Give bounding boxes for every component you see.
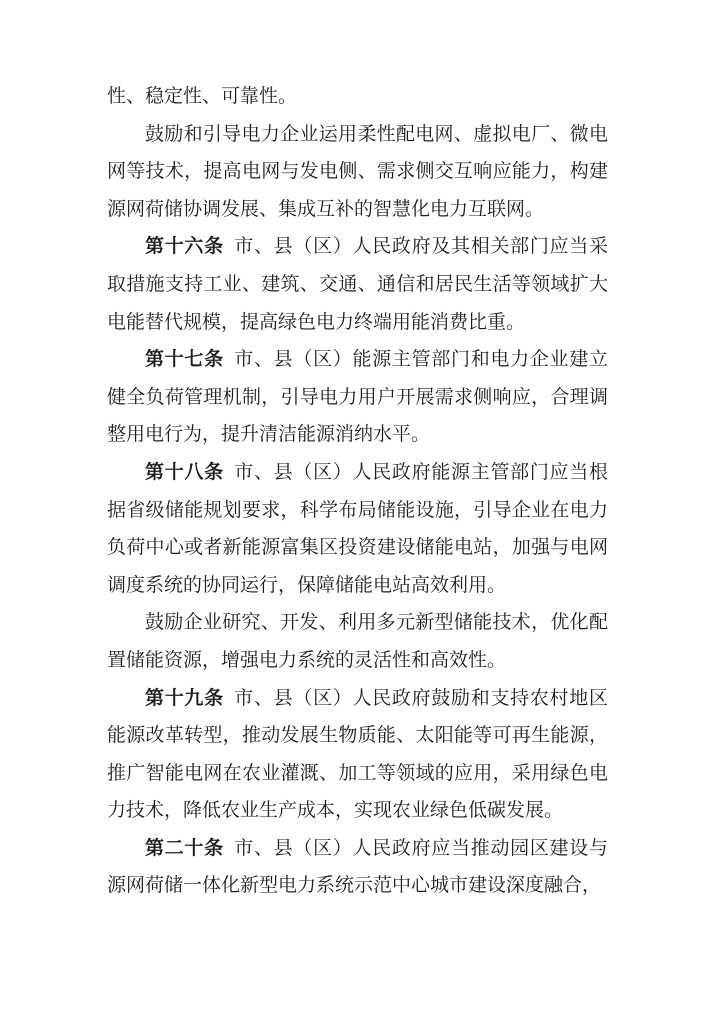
- body-paragraph: 鼓励和引导电力企业运用柔性配电网、虚拟电厂、微电网等技术，提高电网与发电侧、需求侧交互响应能力，构建源网荷储协调发展、集成互补的智慧化电力互联网。: [107, 123, 608, 220]
- article-paragraph: 第十七条 市、县（区）能源主管部门和电力企业建立健全负荷管理机制，引导电力用户开展需求侧响应，合理调整用电行为，提升清洁能源消纳水平。: [107, 349, 608, 446]
- article-paragraph: 第十九条 市、县（区）人民政府鼓励和支持农村地区能源改革转型，推动发展生物质能、太阳能等可再生能源，推广智能电网在农业灌溉、加工等领域的应用，采用绿色电力技术，降低农业生产成本，实现农业绿色低碳发展。: [107, 687, 608, 822]
- article-number: 第十八条: [145, 461, 224, 483]
- article-number: 第十九条: [145, 687, 224, 709]
- article-paragraph: 第二十条 市、县（区）人民政府应当推动园区建设与源网荷储一体化新型电力系统示范中心城市建设深度融合，: [107, 837, 608, 897]
- article-paragraph: 第十八条 市、县（区）人民政府能源主管部门应当根据省级储能规划要求，科学布局储能设施，引导企业在电力负荷中心或者新能源富集区投资建设储能电站，加强与电网调度系统的协同运行，保障储能电站高效利用。: [107, 461, 608, 596]
- article-number: 第十七条: [145, 349, 224, 371]
- article-number: 第二十条: [145, 837, 224, 859]
- article-number: 第十六条: [145, 236, 224, 258]
- document-text-block: [107, 78, 608, 905]
- body-paragraph: 鼓励企业研究、开发、利用多元新型储能技术，优化配置储能资源，增强电力系统的灵活性和高效性。: [107, 612, 608, 671]
- body-paragraph: 性、稳定性、可靠性。: [107, 86, 298, 107]
- article-paragraph: 第十六条 市、县（区）人民政府及其相关部门应当采取措施支持工业、建筑、交通、通信和居民生活等领域扩大电能替代规模，提高绿色电力终端用能消费比重。: [107, 236, 608, 333]
